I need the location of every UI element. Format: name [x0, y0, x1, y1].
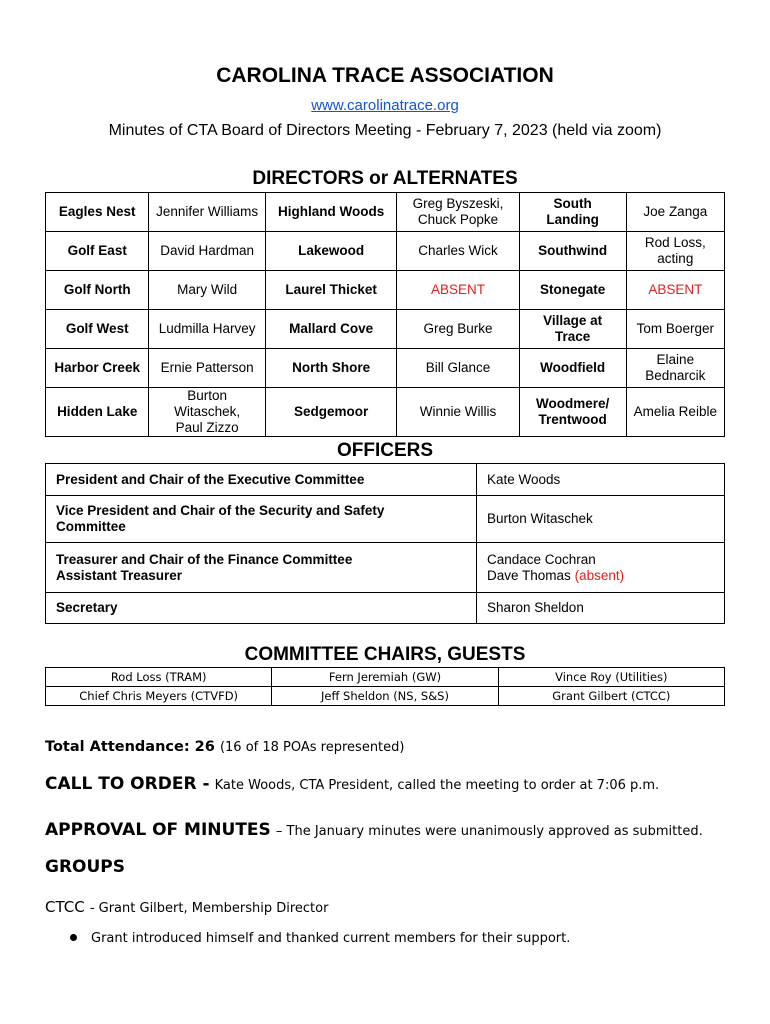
ctcc-text: - Grant Gilbert, Membership Director	[89, 901, 329, 916]
approval-label: APPROVAL OF MINUTES	[45, 820, 271, 840]
director-name: ABSENT	[397, 271, 519, 310]
director-name: Joe Zanga	[626, 193, 724, 232]
directors-table	[45, 192, 725, 437]
director-name: Rod Loss, acting	[626, 232, 724, 271]
officer-name: Kate Woods	[477, 464, 725, 496]
director-name: Winnie Willis	[397, 388, 519, 437]
assistant-treasurer-name: Dave Thomas	[487, 567, 571, 583]
director-name: Amelia Reible	[626, 388, 724, 437]
community-name: Lakewood	[265, 232, 396, 271]
officer-row	[46, 496, 725, 543]
absent-note: (absent)	[574, 567, 625, 583]
community-name: Harbor Creek	[46, 349, 149, 388]
call-to-order-label: CALL TO ORDER -	[45, 774, 210, 794]
ctcc-label: CTCC	[45, 898, 85, 916]
officer-row	[46, 464, 725, 496]
director-name: Bill Glance	[397, 349, 519, 388]
directors-row	[46, 232, 725, 271]
directors-row	[46, 271, 725, 310]
committee-row	[46, 687, 725, 706]
approval-text: – The January minutes were unanimously approved as submitted.	[275, 824, 703, 839]
committee-cell: Vince Roy (Utilities)	[498, 668, 724, 687]
officer-role: Secretary	[46, 593, 477, 624]
director-name: Burton Witaschek, Paul Zizzo	[149, 388, 265, 437]
officers-table	[45, 463, 725, 624]
community-name: Mallard Cove	[265, 310, 396, 349]
director-name: Jennifer Williams	[149, 193, 265, 232]
committee-table	[45, 667, 725, 706]
director-name: Ludmilla Harvey	[149, 310, 265, 349]
community-name: Woodmere/ Trentwood	[519, 388, 626, 437]
officer-row	[46, 593, 725, 624]
director-name: Charles Wick	[397, 232, 519, 271]
committee-cell: Jeff Sheldon (NS, S&S)	[272, 687, 498, 706]
director-name: ABSENT	[626, 271, 724, 310]
director-name: Greg Burke	[397, 310, 519, 349]
director-name: Elaine Bednarcik	[626, 349, 724, 388]
community-name: Golf West	[46, 310, 149, 349]
directors-row	[46, 388, 725, 437]
community-name: Golf North	[46, 271, 149, 310]
directors-heading: DIRECTORS or ALTERNATES	[252, 168, 518, 189]
call-to-order-line	[45, 774, 659, 794]
director-name: Mary Wild	[149, 271, 265, 310]
director-name: David Hardman	[149, 232, 265, 271]
directors-row	[46, 310, 725, 349]
community-name: South Landing	[519, 193, 626, 232]
bullet-dot-icon	[70, 934, 77, 941]
officer-row	[46, 543, 725, 593]
attendance-note: (16 of 18 POAs represented)	[219, 740, 405, 755]
officer-name: Sharon Sheldon	[477, 593, 725, 624]
officers-heading: OFFICERS	[336, 440, 434, 461]
officer-name: Burton Witaschek	[477, 496, 725, 543]
ctcc-line	[45, 897, 328, 916]
community-name: Village at Trace	[519, 310, 626, 349]
groups-heading: GROUPS	[45, 857, 126, 877]
officer-name-primary: Candace Cochran	[487, 551, 596, 567]
call-to-order-text: Kate Woods, CTA President, called the meeting to order at 7:06 p.m.	[214, 778, 660, 793]
attendance-line	[45, 736, 404, 755]
community-name: Hidden Lake	[46, 388, 149, 437]
officer-role: Vice President and Chair of the Security and Safety Committee	[46, 496, 477, 543]
community-name: North Shore	[265, 349, 396, 388]
document-title: CAROLINA TRACE ASSOCIATION	[216, 64, 554, 87]
committee-cell: Rod Loss (TRAM)	[46, 668, 272, 687]
community-name: Eagles Nest	[46, 193, 149, 232]
approval-line	[45, 820, 703, 840]
bullet-item	[70, 931, 570, 946]
community-name: Golf East	[46, 232, 149, 271]
directors-row	[46, 349, 725, 388]
community-name: Highland Woods	[265, 193, 396, 232]
director-name: Ernie Patterson	[149, 349, 265, 388]
committee-cell: Chief Chris Meyers (CTVFD)	[46, 687, 272, 706]
community-name: Sedgemoor	[265, 388, 396, 437]
community-name: Southwind	[519, 232, 626, 271]
community-name: Laurel Thicket	[265, 271, 396, 310]
director-name: Greg Byszeski, Chuck Popke	[397, 193, 519, 232]
officer-name-secondary	[487, 568, 714, 584]
officer-name	[477, 543, 725, 593]
committee-row	[46, 668, 725, 687]
director-name: Tom Boerger	[626, 310, 724, 349]
committee-cell: Fern Jeremiah (GW)	[272, 668, 498, 687]
officer-role: Treasurer and Chair of the Finance Committee Assistant Treasurer	[46, 543, 477, 593]
website-link[interactable]: www.carolinatrace.org	[311, 97, 459, 114]
attendance-label: Total Attendance: 26	[45, 739, 215, 755]
committee-heading: COMMITTEE CHAIRS, GUESTS	[244, 644, 526, 665]
directors-row	[46, 193, 725, 232]
officer-role: President and Chair of the Executive Committee	[46, 464, 477, 496]
document-subtitle: Minutes of CTA Board of Directors Meeting - February 7, 2023 (held via zoom)	[108, 122, 662, 139]
bullet-text: Grant introduced himself and thanked current members for their support.	[91, 931, 571, 946]
community-name: Woodfield	[519, 349, 626, 388]
committee-cell: Grant Gilbert (CTCC)	[498, 687, 724, 706]
community-name: Stonegate	[519, 271, 626, 310]
